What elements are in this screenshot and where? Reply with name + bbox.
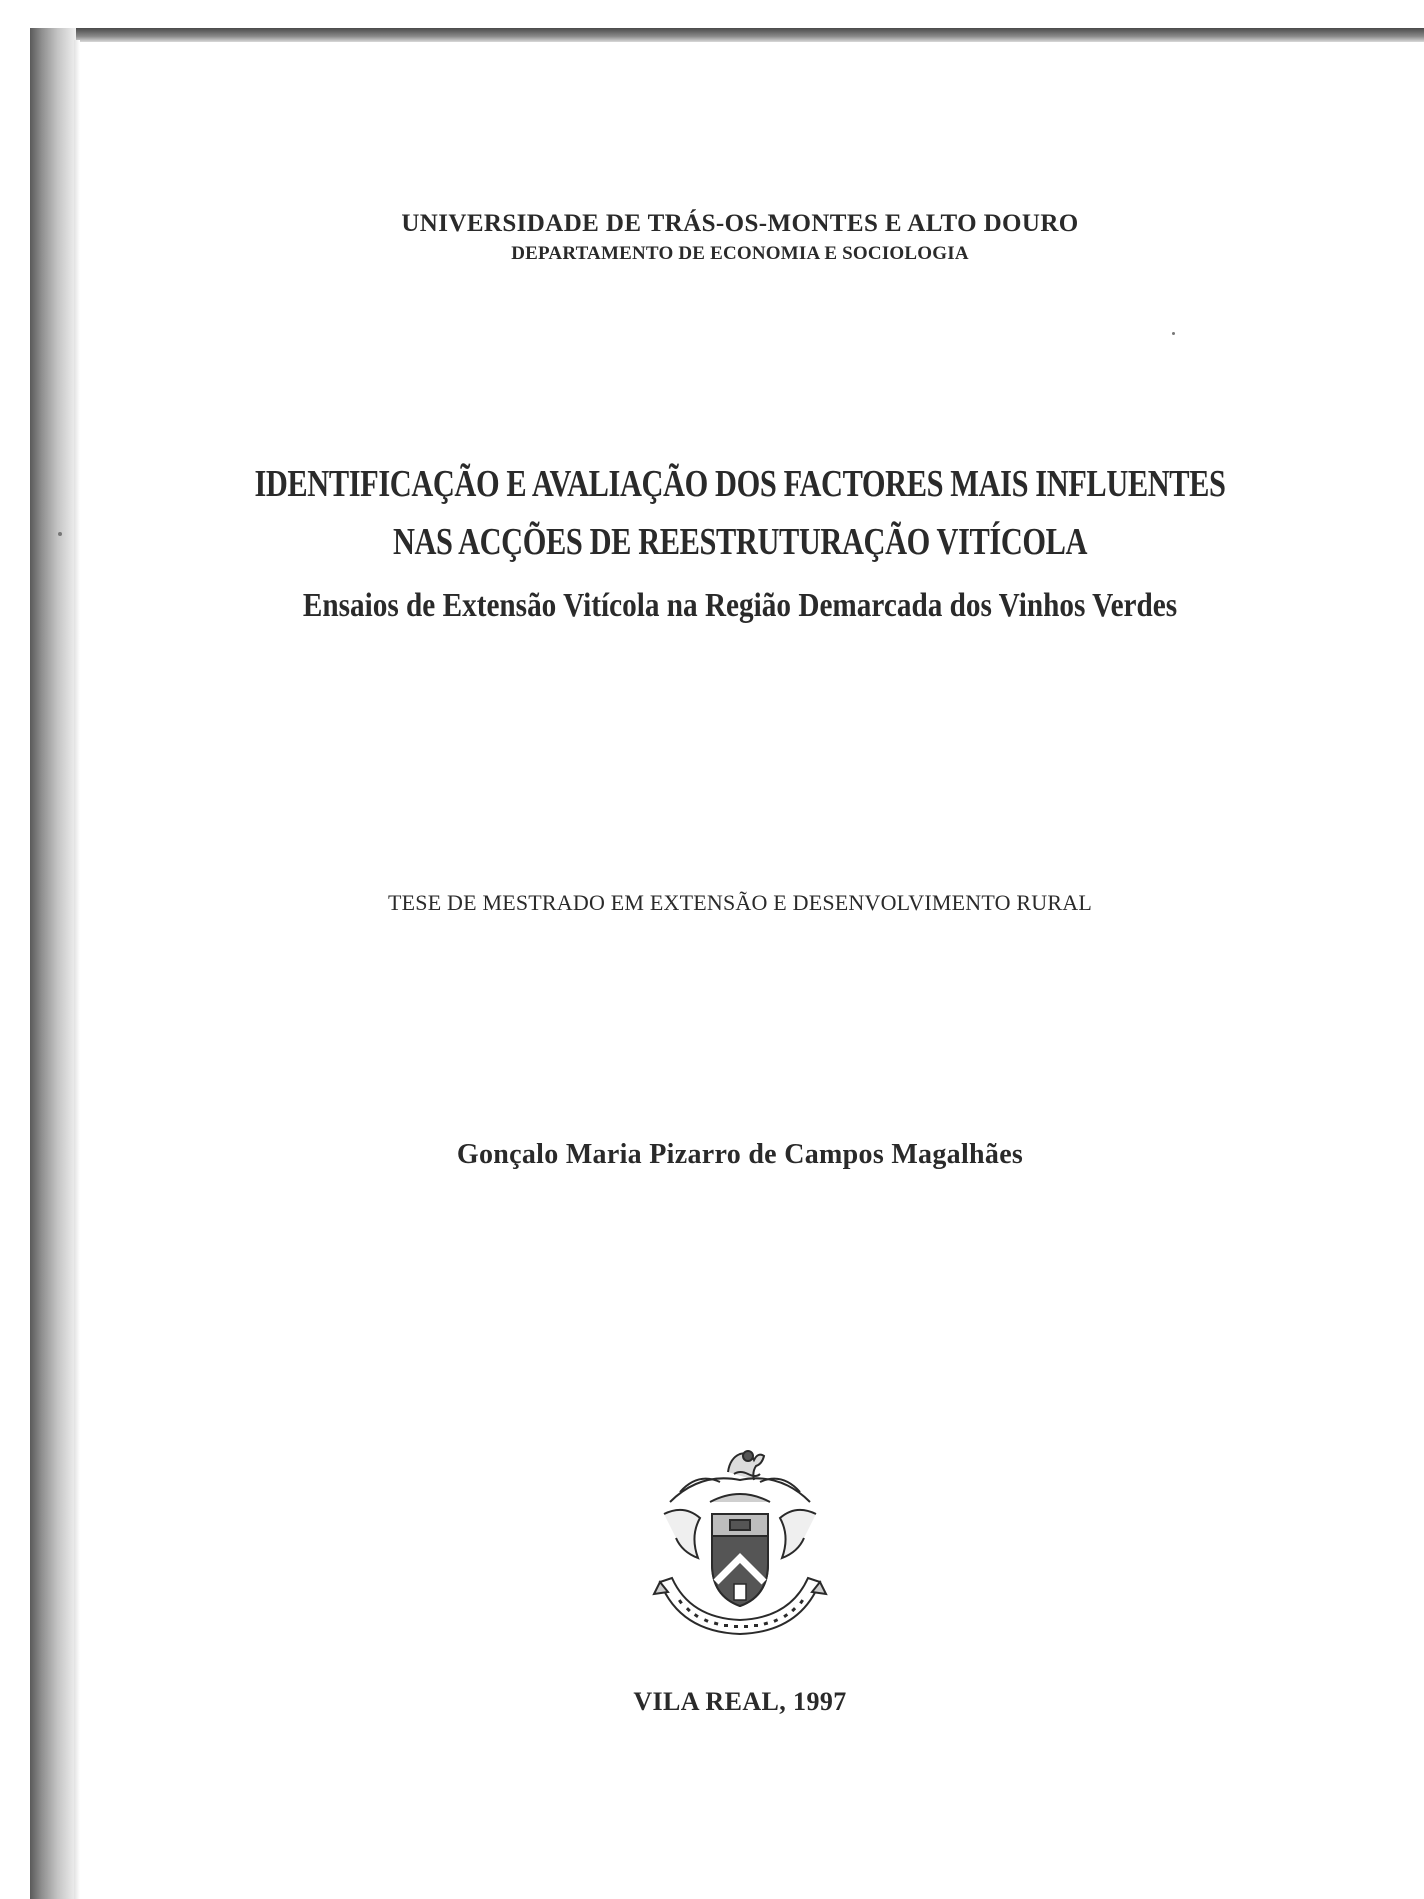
scan-top-edge	[30, 28, 1424, 42]
university-coat-of-arms-icon	[650, 1432, 830, 1642]
thesis-title-line-2: NAS ACÇÕES DE REESTRUTURAÇÃO VITÍCOLA	[392, 521, 1088, 563]
department-name: DEPARTAMENTO DE ECONOMIA E SOCIOLOGIA	[511, 243, 969, 264]
place-and-date: VILA REAL, 1997	[633, 1687, 847, 1716]
scan-left-edge	[30, 28, 76, 1899]
thesis-type: TESE DE MESTRADO EM EXTENSÃO E DESENVOLVIMENTO RURAL	[387, 890, 1092, 915]
thesis-title-line-1: IDENTIFICAÇÃO E AVALIAÇÃO DOS FACTORES MAIS INFLUENTES	[254, 463, 1226, 505]
author-name: Gonçalo Maria Pizarro de Campos Magalhães	[456, 1139, 1024, 1170]
title-page	[80, 42, 1400, 1899]
university-name: UNIVERSIDADE DE TRÁS-OS-MONTES E ALTO DOURO	[401, 210, 1079, 237]
scan-speck	[58, 532, 62, 536]
thesis-subtitle: Ensaios de Extensão Vitícola na Região Demarcada dos Vinhos Verdes	[302, 587, 1178, 624]
scan-speck	[1172, 332, 1175, 335]
